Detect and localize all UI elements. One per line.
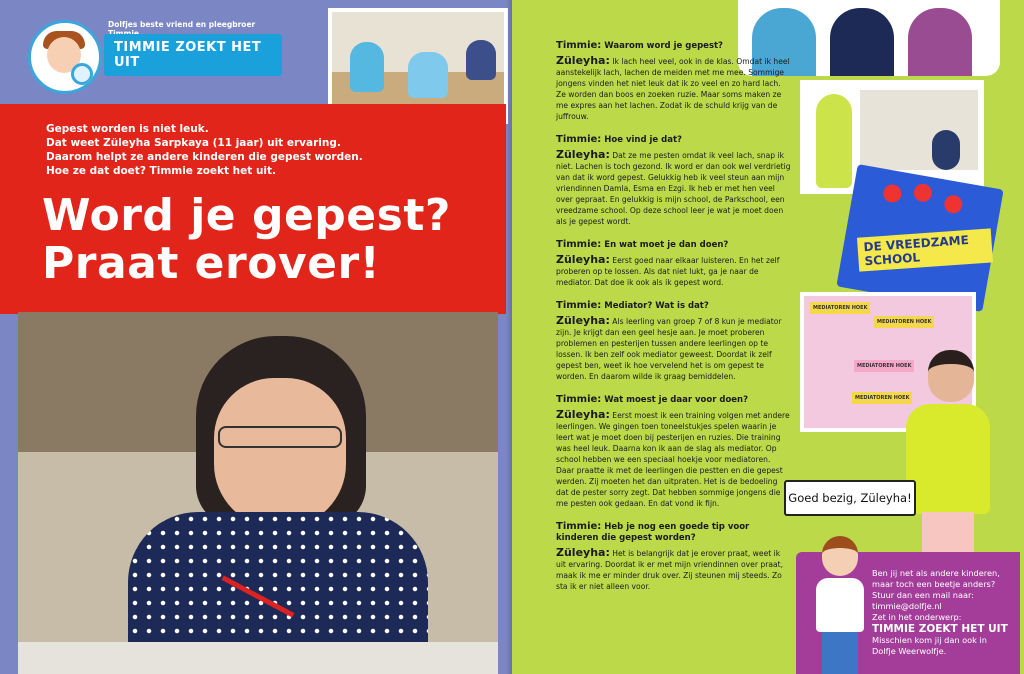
answer (556, 254, 791, 288)
student-figure (408, 52, 448, 98)
answer-text: Eerst goed naar elkaar luisteren. En het zelf proberen op te lossen. Als dat niet lukt, ga je naar de mediator. Dat doe ik ook als ik gepest word. (556, 256, 780, 287)
asker: Timmie: (556, 40, 602, 51)
question-text: Heb je nog een goede tip voor kinderen die gepest worden? (556, 522, 750, 543)
timmie-head (822, 536, 858, 576)
question-text: Wat moest je daar voor doen? (604, 395, 749, 405)
question (556, 40, 791, 52)
asker: Timmie: (556, 300, 602, 311)
answer-text: Het is belangrijk dat je erover praat, weet ik uit ervaring. Doordat ik er met mijn vriendinnen over praat, maak ik me er minder druk over. Zij steunen mij steeds. Zo sta ik er niet alleen voor. (556, 549, 784, 591)
answer (556, 409, 791, 509)
question (556, 239, 791, 251)
call-to-action-text (872, 568, 1020, 657)
answer-text: Eerst moest ik een training volgen met andere leerlingen. We gingen toen toneelstukjes spelen waarin je leert wat je moet doen bij pesterijen en ruzies. Die training was heel leuk. Daarna kon ik aan de slag als mediator. Op school hebben we een speciaal hoekje voor mediatoren. Daar praatte ik met de leerlingen die pestten en die gepest werden. Zij moeten het dan uitpraten. Het is de bedoeling dat de pester sorry zegt. Dat hebben sommige jongens die me pesten ook gedaan. En dat vond ik fijn. (556, 411, 790, 508)
question-text: En wat moet je dan doen? (604, 240, 729, 250)
student-figure (466, 40, 496, 80)
question (556, 521, 791, 544)
answerer: Züleyha: (556, 54, 610, 67)
flower-icon (912, 182, 933, 203)
series-tagline: Dolfjes beste vriend en pleegbroer (108, 20, 256, 29)
question (556, 134, 791, 146)
yellow-vest (906, 404, 990, 514)
cta-subject: TIMMIE ZOEKT HET UIT (872, 623, 1008, 635)
flower-icon (943, 194, 964, 215)
board-note: MEDIATOREN HOEK (810, 302, 870, 314)
mediator-figure (816, 94, 852, 188)
answer (556, 55, 791, 122)
qa-block (556, 40, 791, 122)
girl-figure (830, 8, 894, 76)
glasses-icon (218, 426, 342, 448)
asker: Timmie: (556, 521, 602, 532)
timmie-shirt (816, 578, 864, 632)
asker: Timmie: (556, 394, 602, 405)
book-label: DE VREEDZAME SCHOOL (857, 228, 993, 271)
series-badge (22, 14, 282, 94)
student-figure (932, 130, 960, 170)
board-note: MEDIATOREN HOEK (852, 392, 912, 404)
interview (556, 40, 791, 604)
answer-text: Als leerling van groep 7 of 8 kun je mediator zijn. Je krijgt dan een geel hesje aan. Je moet proberen problemen en pesterijen tussen andere leerlingen op te lossen. Ik ben zelf ook mediator geweest. Doordat ik zelf gepest ben, weet ik hoe vervelend het is om gepest te worden. En daarom wilde ik graag bemiddelen. (556, 317, 782, 381)
answer (556, 547, 791, 592)
question-text: Mediator? Wat is dat? (604, 301, 709, 311)
qa-block (556, 300, 791, 382)
girl-figure (908, 8, 972, 76)
headline-line-1: Word je gepest? (42, 190, 451, 241)
cta-line: maar toch een beetje anders? (872, 579, 996, 589)
intro-line: Gepest worden is niet leuk. (46, 123, 209, 135)
magnifier-icon (71, 63, 93, 85)
table (18, 642, 498, 674)
timmie-avatar-icon (28, 20, 102, 94)
cta-email: timmie@dolfje.nl (872, 601, 942, 611)
question (556, 300, 791, 312)
board-note: MEDIATOREN HOEK (874, 316, 934, 328)
intro-line: Hoe ze dat doet? Timmie zoekt het uit. (46, 165, 277, 177)
answer-text: Ik lach heel veel, ook in de klas. Omdat ik heel aanstekelijk lach, lachen de meiden met me mee. Sommige jongens vinden het niet leuk dat ik zo veel en zo hard lach. Ze worden dan boos en zoeken ruzie. Maar soms maken ze me expres aan het lachen. Zodat ik de schuld krijg van de juffrouw. (556, 57, 790, 121)
qa-block (556, 521, 791, 592)
student-figure (350, 42, 384, 92)
cta-line: Zet in het onderwerp: (872, 612, 962, 622)
question-text: Waarom word je gepest? (604, 41, 723, 51)
cta-line: Dolfje Weerwolfje. (872, 646, 947, 656)
portrait-face (214, 378, 346, 528)
answer (556, 149, 791, 227)
question (556, 394, 791, 406)
cta-line: Stuur dan een mail naar: (872, 590, 974, 600)
timmie-legs (822, 632, 858, 674)
intro-text (46, 122, 466, 178)
cta-line: Ben jij net als andere kinderen, (872, 568, 1000, 578)
answer (556, 315, 791, 382)
series-title: TIMMIE ZOEKT HET UIT (104, 34, 282, 76)
headline-line-2: Praat erover! (42, 238, 381, 289)
mediation-corner (860, 90, 978, 170)
timmie-figure (810, 536, 870, 674)
flower-icon (882, 183, 903, 204)
asker: Timmie: (556, 134, 602, 145)
answer-text: Dat ze me pesten omdat ik veel lach, snap ik niet. Lachen is toch gezond. Ik word er dan ook wel verdrietig van dat ik word gepest. Gelukkig heb ik veel steun aan mijn vriendinnen Damla, Esma en Ezgi. Ik heb er met hen veel over gepraat. En gelukkig is mijn school, de Parkschool, een vreedzame school. Op deze school leer je wat je moet doen als je gepest wordt. (556, 151, 791, 226)
answerer: Züleyha: (556, 148, 610, 161)
question-text: Hoe vind je dat? (604, 135, 682, 145)
qa-block (556, 134, 791, 227)
intro-line: Daarom helpt ze andere kinderen die gepest worden. (46, 151, 363, 163)
speech-bubble: Goed bezig, Züleyha! (784, 480, 916, 516)
answerer: Züleyha: (556, 314, 610, 327)
answerer: Züleyha: (556, 253, 610, 266)
mediator-girl-figure (900, 350, 1010, 560)
girl-head (928, 350, 974, 402)
headline (42, 192, 451, 288)
answerer: Züleyha: (556, 408, 610, 421)
portrait-photo (18, 312, 498, 674)
board-note: MEDIATOREN HOEK (854, 360, 914, 372)
cta-line: Misschien kom jij dan ook in (872, 635, 987, 645)
vreedzame-school-book (836, 164, 1003, 312)
intro-line: Dat weet Züleyha Sarpkaya (11 jaar) uit ervaring. (46, 137, 341, 149)
answerer: Züleyha: (556, 546, 610, 559)
polka-dot-shirt (128, 512, 428, 662)
qa-block (556, 394, 791, 509)
qa-block (556, 239, 791, 288)
asker: Timmie: (556, 239, 602, 250)
